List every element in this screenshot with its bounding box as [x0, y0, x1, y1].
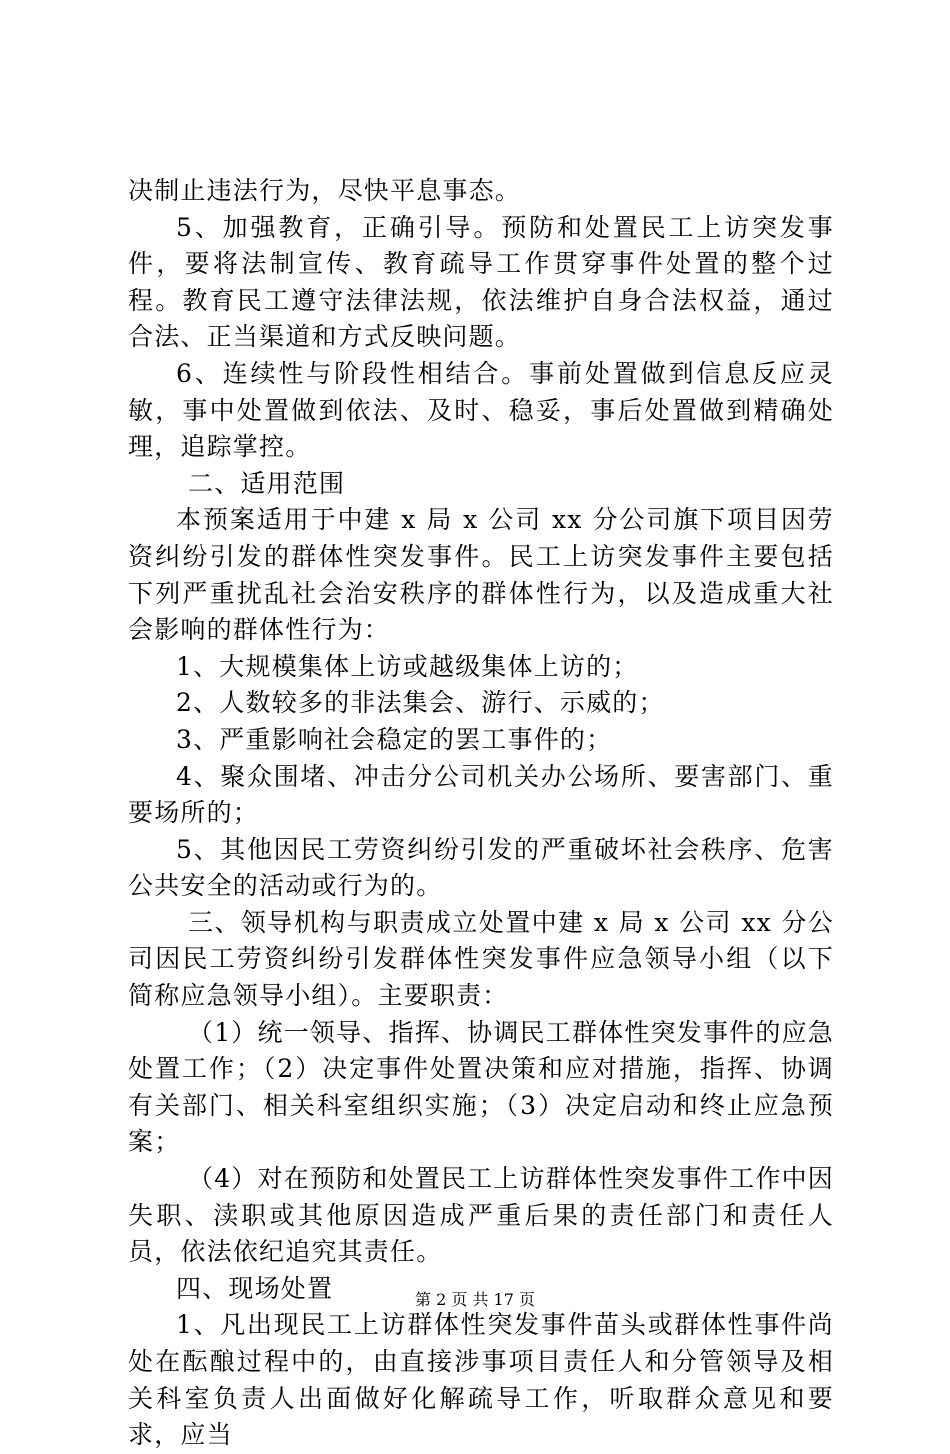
paragraph-3: 6、连续性与阶段性相结合。事前处置做到信息反应灵敏，事中处置做到依法、及时、稳妥，事后处置做到精确处理，追踪掌控。 [128, 358, 834, 462]
duties-paragraph-1: （1）统一领导、指挥、协调民工群体性突发事件的应急处置工作；（2）决定事件处置决策和应对措施，指挥、协调有关部门、相关科室组织实施；（3）决定启动和终止应急预案； [128, 1017, 834, 1157]
section-heading-leadership: 三、领导机构与职责成立处置中建 x 局 x 公司 xx 分公司因民工劳资纠纷引发群体性突发事件应急领导小组（以下简称应急领导小组）。主要职责： [128, 907, 834, 1011]
paragraph-1: 决制止违法行为，尽快平息事态。 [128, 176, 522, 205]
paragraph-onsite: 1、凡出现民工上访群体性突发事件苗头或群体性事件尚处在酝酿过程中的，由直接涉事项目责任人和分管领导及相关科室负责人出面做好化解疏导工作，听取群众意见和要求，应当 [128, 1310, 834, 1450]
list-item-1: 1、大规模集体上访或越级集体上访的； [176, 651, 639, 681]
list-item-5: 5、其他因民工劳资纠纷引发的严重破坏社会秩序、危害公共安全的活动或行为的。 [128, 834, 834, 901]
list-item-2: 2、人数较多的非法集会、游行、示威的； [176, 688, 665, 718]
duties-paragraph-2: （4）对在预防和处置民工上访群体性突发事件工作中因失职、渎职或其他原因造成严重后果的责任部门和责任人员，依法依纪追究其责任。 [128, 1164, 834, 1267]
paragraph-2: 5、加强教育，正确引导。预防和处置民工上访突发事件，要将法制宣传、教育疏导工作贯穿事件处置的整个过程。教育民工遵守法律法规，依法维护自身合法权益，通过合法、正当渠道和方式反映问题。 [128, 212, 834, 352]
section-heading-onsite: 四、现场处置 [176, 1273, 334, 1303]
section-heading-scope: 二、适用范围 [188, 468, 346, 498]
page-number-footer: 第 2 页 共 17 页 [415, 1290, 535, 1309]
paragraph-scope: 本预案适用于中建 x 局 x 公司 xx 分公司旗下项目因劳资纠纷引发的群体性突发事件。民工上访突发事件主要包括下列严重扰乱社会治安秩序的群体性行为，以及造成重大社会影响的群体性行为： [128, 505, 834, 645]
list-item-3: 3、严重影响社会稳定的罢工事件的； [176, 724, 613, 754]
document-body [128, 173, 834, 1454]
list-item-4: 4、聚众围堵、冲击分公司机关办公场所、要害部门、重要场所的； [128, 761, 834, 828]
